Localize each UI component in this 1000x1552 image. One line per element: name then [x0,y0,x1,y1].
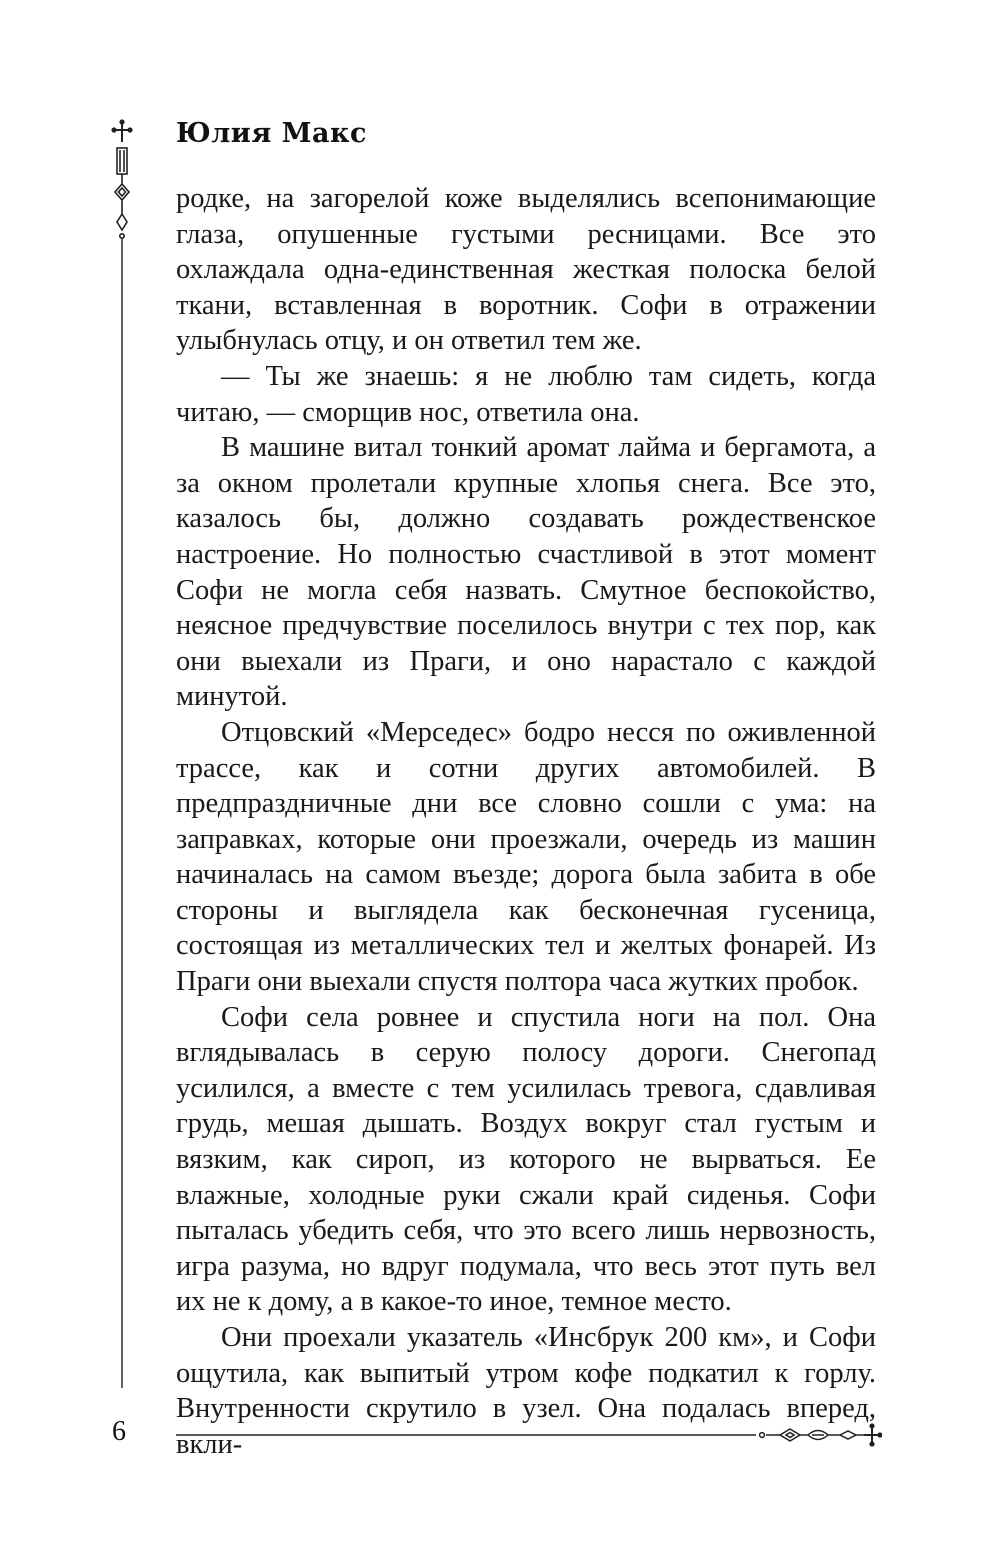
cross-icon [112,120,131,142]
footer-ornament-rule [176,1420,882,1450]
paragraph: родке, на загорелой коже выделялись всепонимающие глаза, опушенные густыми ресницами. Все это охлаждала одна-единственная жесткая полоска белой ткани, вставленная в воротник. Софи в отражении улыбнулась отцу, и он ответил тем же. [176,183,876,357]
paragraph: Отцовский «Мерседес» бодро несся по оживленной трассе, как и сотни других автомобилей. В предпраздничные дни все словно сошли с ума: на заправках, которые они проезжали, очередь из машин начиналась на самом въезде; дорога была забита в обе стороны и выглядела как бесконечная гусеница, состоящая из металлических тел и желтых фонарей. Из Праги они выехали спустя полтора часа жутких пробок. [176,716,876,998]
left-border-ornament [104,118,140,1400]
page-body-text [176,181,876,1462]
column-ornament-icon [115,148,129,238]
running-header-author: Юлия Макс [176,118,367,149]
paragraph: В машине витал тонкий аромат лайма и бергамота, а за окном пролетали крупные хлопья снега. Все это, казалось бы, должно создавать рождественское настроение. Но полностью счастливой в этот момент Софи не могла себя назвать. Смутное беспокойство, неясное предчувствие поселилось внутри с тех пор, как они выехали из Праги, и оно нарастало с каждой минутой. [176,432,876,713]
page-number: 6 [112,1416,126,1447]
paragraph: Они проехали указатель «Инсбрук 200 км», и Софи ощутила, как выпитый утром кофе подкатил к горлу. Внутренности скрутило в узел. Она подалась вперед, вкли- [176,1322,876,1460]
cross-icon [864,1424,882,1445]
paragraph: Софи села ровнее и спустила ноги на пол. Она вглядывалась в серую полосу дороги. Снегопад усилился, а вместе с тем усилилась тревога, сдавливая грудь, мешая дышать. Воздух вокруг стал густым и вязким, как сироп, из которого не вырваться. Ее влажные, холодные руки сжали край сиденья. Софи пыталась убедить себя, что это всего лишь нервозность, игра разума, но вдруг подумала, что весь этот путь вел их не к дому, а в какое-то иное, темное место. [176,1001,876,1318]
paragraph: — Ты же знаешь: я не люблю там сидеть, когда читаю, — сморщив нос, ответила она. [176,360,876,428]
footer-ornament-icon [760,1429,864,1441]
